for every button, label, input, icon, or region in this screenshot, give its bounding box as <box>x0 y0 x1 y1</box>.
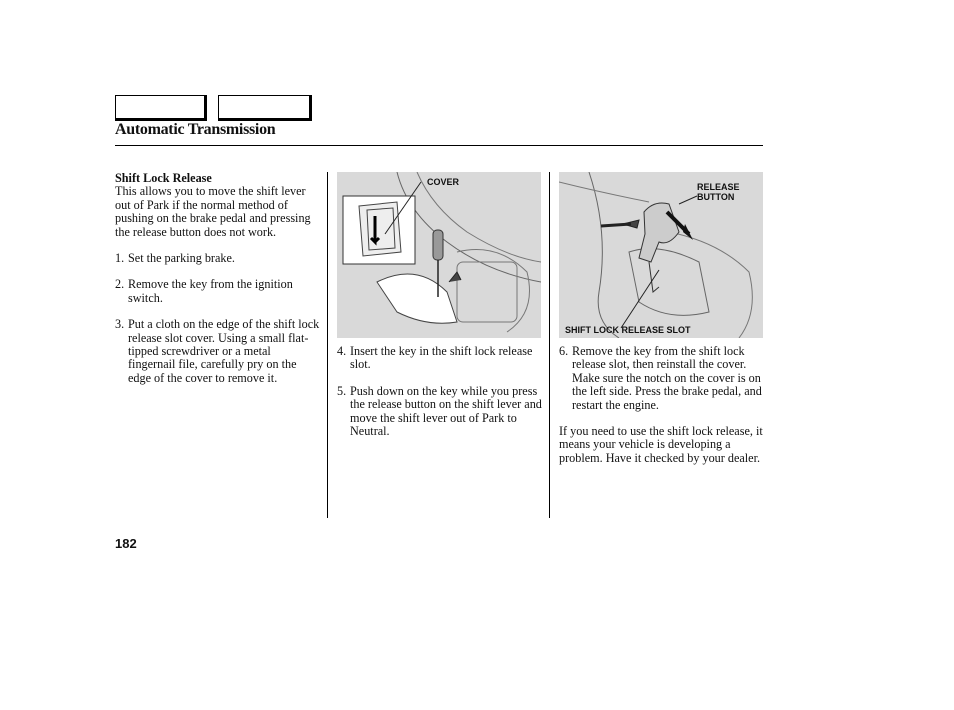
release-button-callout <box>697 182 740 202</box>
step-number: 3. <box>115 317 125 332</box>
column-2 <box>337 345 545 438</box>
note-paragraph: If you need to use the shift lock release, it means your vehicle is developing a problem. Have it checked by your dealer. <box>559 424 763 465</box>
step-text: Insert the key in the shift lock release slot. <box>350 344 533 372</box>
step-number: 4. <box>337 344 347 358</box>
intro-paragraph: This allows you to move the shift lever out of Park if the normal method of pushing on the brake pedal and pressing the release button does not work. <box>115 184 311 239</box>
step-text: Put a cloth on the edge of the shift lock release slot cover. Using a small flat-tipped screwdriver or a metal fingernail file, carefully pry on the edge of the cover to remove it. <box>128 317 320 385</box>
release-button-callout-line1: RELEASE <box>697 182 740 192</box>
step-6 <box>559 345 769 412</box>
step-2 <box>115 278 320 305</box>
column-divider-1 <box>327 172 328 518</box>
step-text: Remove the key from the ignition switch. <box>128 277 293 305</box>
step-3 <box>115 318 320 385</box>
cover-illustration <box>337 172 541 338</box>
column-3 <box>559 345 769 465</box>
release-button-callout-line2: BUTTON <box>697 192 735 202</box>
column-1 <box>115 172 320 385</box>
nav-tab-box-2[interactable] <box>218 95 312 121</box>
step-number: 2. <box>115 277 125 292</box>
nav-tab-box-1[interactable] <box>115 95 207 121</box>
step-4 <box>337 345 545 372</box>
release-button-illustration <box>559 172 763 338</box>
page-number: 182 <box>115 536 137 551</box>
title-divider <box>115 145 763 146</box>
step-1 <box>115 252 320 265</box>
step-number: 1. <box>115 251 125 266</box>
cover-callout: COVER <box>427 177 460 187</box>
step-text: Set the parking brake. <box>128 251 235 266</box>
step-number: 5. <box>337 383 347 398</box>
step-number: 6. <box>559 344 569 358</box>
shift-console-cover-drawing <box>337 172 541 338</box>
step-text: Push down on the key while you press the release button on the shift lever and move the shift lever out of Park to Neutral. <box>350 383 542 439</box>
column-divider-2 <box>549 172 550 518</box>
step-5 <box>337 385 545 439</box>
page-title: Automatic Transmission <box>115 121 276 138</box>
section-heading: Shift Lock Release <box>115 171 212 185</box>
step-text: Remove the key from the shift lock release slot, then reinstall the cover. Make sure the notch on the cover is on the left side. Press the brake pedal, and restart the engine. <box>572 344 762 412</box>
shift-lock-release-slot-callout: SHIFT LOCK RELEASE SLOT <box>565 325 691 335</box>
